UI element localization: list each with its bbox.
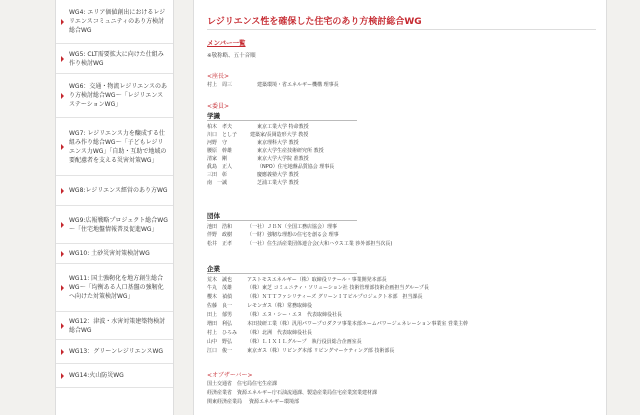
member-row <box>207 156 407 163</box>
member-row <box>207 224 467 231</box>
member-name: 村上 ひろみ <box>207 330 238 336</box>
chevron-right-icon <box>61 285 64 291</box>
chevron-right-icon <box>61 349 64 355</box>
sidebar-nav <box>55 0 174 415</box>
member-row <box>207 232 467 239</box>
member-name: 田上 郁男 <box>207 312 233 318</box>
member-name: 三田 彰 <box>207 172 228 178</box>
member-row <box>207 148 407 155</box>
observer-name: 国土交通省 <box>207 381 233 387</box>
member-affiliation: （一社）ＪＢＮ（全国工務店協会）理事 <box>247 224 338 230</box>
honorific-note: ※敬称略、五十音順 <box>207 53 256 59</box>
main-content <box>193 0 607 415</box>
chevron-right-icon <box>61 19 64 25</box>
member-row <box>207 285 587 292</box>
sidebar-item-wg7[interactable] <box>56 118 173 176</box>
member-row <box>207 348 587 355</box>
chevron-right-icon <box>61 251 64 257</box>
chevron-right-icon <box>61 222 64 228</box>
member-affiliation: 東京大学生産技術研究所 教授 <box>257 148 324 154</box>
sidebar-item-wg4[interactable] <box>56 0 173 44</box>
chevron-right-icon <box>61 144 64 150</box>
chevron-right-icon <box>61 188 64 194</box>
member-name: 清家 剛 <box>207 156 228 162</box>
chair-row <box>207 82 447 89</box>
group-divider <box>207 120 357 121</box>
member-row <box>207 140 407 147</box>
observer-name: 関東経済産業局 <box>207 399 243 405</box>
member-row <box>207 312 587 319</box>
observer-name: 経済産業省 <box>207 390 233 396</box>
member-row <box>207 241 507 248</box>
member-affiliation: レモンガス（株）常務取締役 <box>247 303 313 309</box>
member-affiliation: 芝浦工業大学 教授 <box>257 180 299 186</box>
sidebar-item-label: WG13：グリーンレジリエンスWG <box>69 348 164 355</box>
group-divider <box>207 273 357 274</box>
member-affiliation: （株）ＮＴＴファシリティーズ グリーンＩＴビルプロジェクト本部 担当課長 <box>247 294 423 300</box>
member-affiliation: 本田技研工業（株）汎用パワープロダクツ事業本部ホームパワージェネレーション事業室 営業主幹 <box>247 321 468 327</box>
sidebar-item-label: WG6：交通・物流レジリエンスのあり方検討総合WG～「レジリエンスステーションWG」 <box>69 83 167 108</box>
group-heading-academic: 学識 <box>207 112 220 120</box>
sidebar-item-wg12[interactable] <box>56 312 173 340</box>
member-name: 伴野 政樹 <box>207 232 233 238</box>
member-name: 荒木 誠也 <box>207 277 233 283</box>
member-affiliation: （株）東芝 コミュニティ・ソリューション社 技術管理部技術企画担当グループ長 <box>247 285 429 291</box>
observer-row <box>207 390 537 397</box>
member-affiliation: 東京ガス（株）リビング本部 リビングマーケティング部 技術部長 <box>247 348 395 354</box>
sidebar-item-wg13[interactable] <box>56 340 173 364</box>
member-name: 江口 俊一 <box>207 348 233 354</box>
member-row <box>207 321 602 328</box>
member-affiliation: （株）エヌ・シー・エヌ 代表取締役社長 <box>247 312 343 318</box>
sidebar-item-label: WG9:広報戦略プロジェクト総合WG～「住宅地盤情報普及促進WG」 <box>69 216 168 233</box>
member-name: 南 一誠 <box>207 180 228 186</box>
observer-department: 資源エネルギー環境部 <box>249 399 300 405</box>
sidebar-item-label: WG10: 土砂災害対策検討WG <box>69 250 150 257</box>
member-row <box>207 180 407 187</box>
member-affiliation: 東京工業大学 特命教授 <box>257 124 309 130</box>
member-affiliation: アストモスエネルギー（株）取締役リテール・事業開発本部長 <box>247 277 387 283</box>
member-name: 川口 とし子 <box>207 132 238 138</box>
title-divider <box>207 29 596 30</box>
member-affiliation: （株）ＬＩＸＩＬグループ 執行役員総合企画室長 <box>247 339 362 345</box>
chevron-right-icon <box>61 373 64 379</box>
member-name: 増田 利弘 <box>207 321 233 327</box>
chair-section-label: <座長> <box>207 73 230 80</box>
member-affiliation: （NPO）住宅地盤品質協会 理事長 <box>257 164 335 170</box>
observer-department: 資源エネルギー庁石油流通課、製造産業局住宅産業窯業建材課 <box>237 390 378 396</box>
member-affiliation: 建築家/長岡造形大学 教授 <box>250 132 309 138</box>
member-row <box>207 132 407 139</box>
member-row <box>207 164 427 171</box>
member-name: 眞島 正人 <box>207 164 233 170</box>
member-row <box>207 124 407 131</box>
member-affiliation: 慶應義塾大学 教授 <box>257 172 299 178</box>
observer-row <box>207 381 507 388</box>
members-list-link[interactable]: メンバー一覧 <box>207 39 246 47</box>
member-name: 村上 周三 <box>207 82 233 88</box>
member-name: 柏木 孝夫 <box>207 124 233 130</box>
observer-section-label: <オブザーバー> <box>207 372 253 379</box>
sidebar-item-wg6[interactable] <box>56 74 173 118</box>
member-name: 腰原 幹雄 <box>207 148 233 154</box>
member-affiliation: （株）北洲 代表取締役社長 <box>247 330 313 336</box>
group-heading-organizations: 団体 <box>207 212 220 220</box>
sidebar-item-wg14[interactable] <box>56 364 173 388</box>
sidebar-item-wg10[interactable] <box>56 244 173 264</box>
member-name: 河野 守 <box>207 140 228 146</box>
member-affiliation: 東京理科大学 教授 <box>257 140 299 146</box>
sidebar-item-wg11[interactable] <box>56 264 173 312</box>
sidebar-item-wg9[interactable] <box>56 206 173 244</box>
member-row <box>207 172 407 179</box>
committee-section-label: <委員> <box>207 103 230 110</box>
member-affiliation: 東京大学大学院 准教授 <box>257 156 309 162</box>
member-affiliation: （一財）強靭な理想の住宅を創る会 理事 <box>247 232 339 238</box>
sidebar-item-wg8[interactable] <box>56 176 173 206</box>
member-name: 松井 正孝 <box>207 241 233 247</box>
member-affiliation: 建築環境・省エネルギー機構 理事長 <box>257 82 339 88</box>
member-name: 櫻木 禎偵 <box>207 294 233 300</box>
member-name: 牛丸 茂雄 <box>207 285 233 291</box>
chevron-right-icon <box>61 56 64 62</box>
sidebar-item-label: WG11: 国土強靭化を地方創生総合WG～「均衡ある人口基盤の強靭化へ向けた対策検討WG」 <box>69 275 164 300</box>
member-row <box>207 339 587 346</box>
observer-row <box>207 399 507 406</box>
sidebar-item-label: WG12：津波・水害対策建築物検討総合WG <box>69 317 166 334</box>
member-row <box>207 294 587 301</box>
group-divider <box>207 220 357 221</box>
member-name: 山中 野弘 <box>207 339 233 345</box>
group-heading-companies: 企業 <box>207 265 220 273</box>
member-name: 佐藤 良一 <box>207 303 233 309</box>
sidebar-item-label: WG7: レジリエンス力を醸成する仕組み作り総合WG～「子どもレジリエンス力WG」「自助・互助で地域の要配慮者を支える災害対策WG」 <box>69 129 167 164</box>
member-row <box>207 277 587 284</box>
member-name: 池田 浩和 <box>207 224 233 230</box>
sidebar-item-label: WG8:レジリエンス經営のあり方WG <box>69 187 168 194</box>
sidebar-item-wg5[interactable] <box>56 44 173 74</box>
chevron-right-icon <box>61 93 64 99</box>
member-affiliation: （一社）住生活産業団体連合会(大和ハウス工業 渉外部担当次長) <box>247 241 393 247</box>
member-row <box>207 303 587 310</box>
chevron-right-icon <box>61 323 64 329</box>
sidebar-item-label: WG4: エリア価値創出におけるレジリエンスコミュニティのあり方検討総合WG <box>69 9 166 34</box>
observer-department: 住宅局住宅生産課 <box>237 381 278 387</box>
sidebar-item-label: WG5: CLT需要拡大に向けた仕組み作り検討WG <box>69 50 164 67</box>
page-title: レジリエンス性を確保した住宅のあり方検討総合WG <box>207 17 422 27</box>
sidebar-item-label: WG14:火山防災WG <box>69 372 124 379</box>
member-row <box>207 330 587 337</box>
